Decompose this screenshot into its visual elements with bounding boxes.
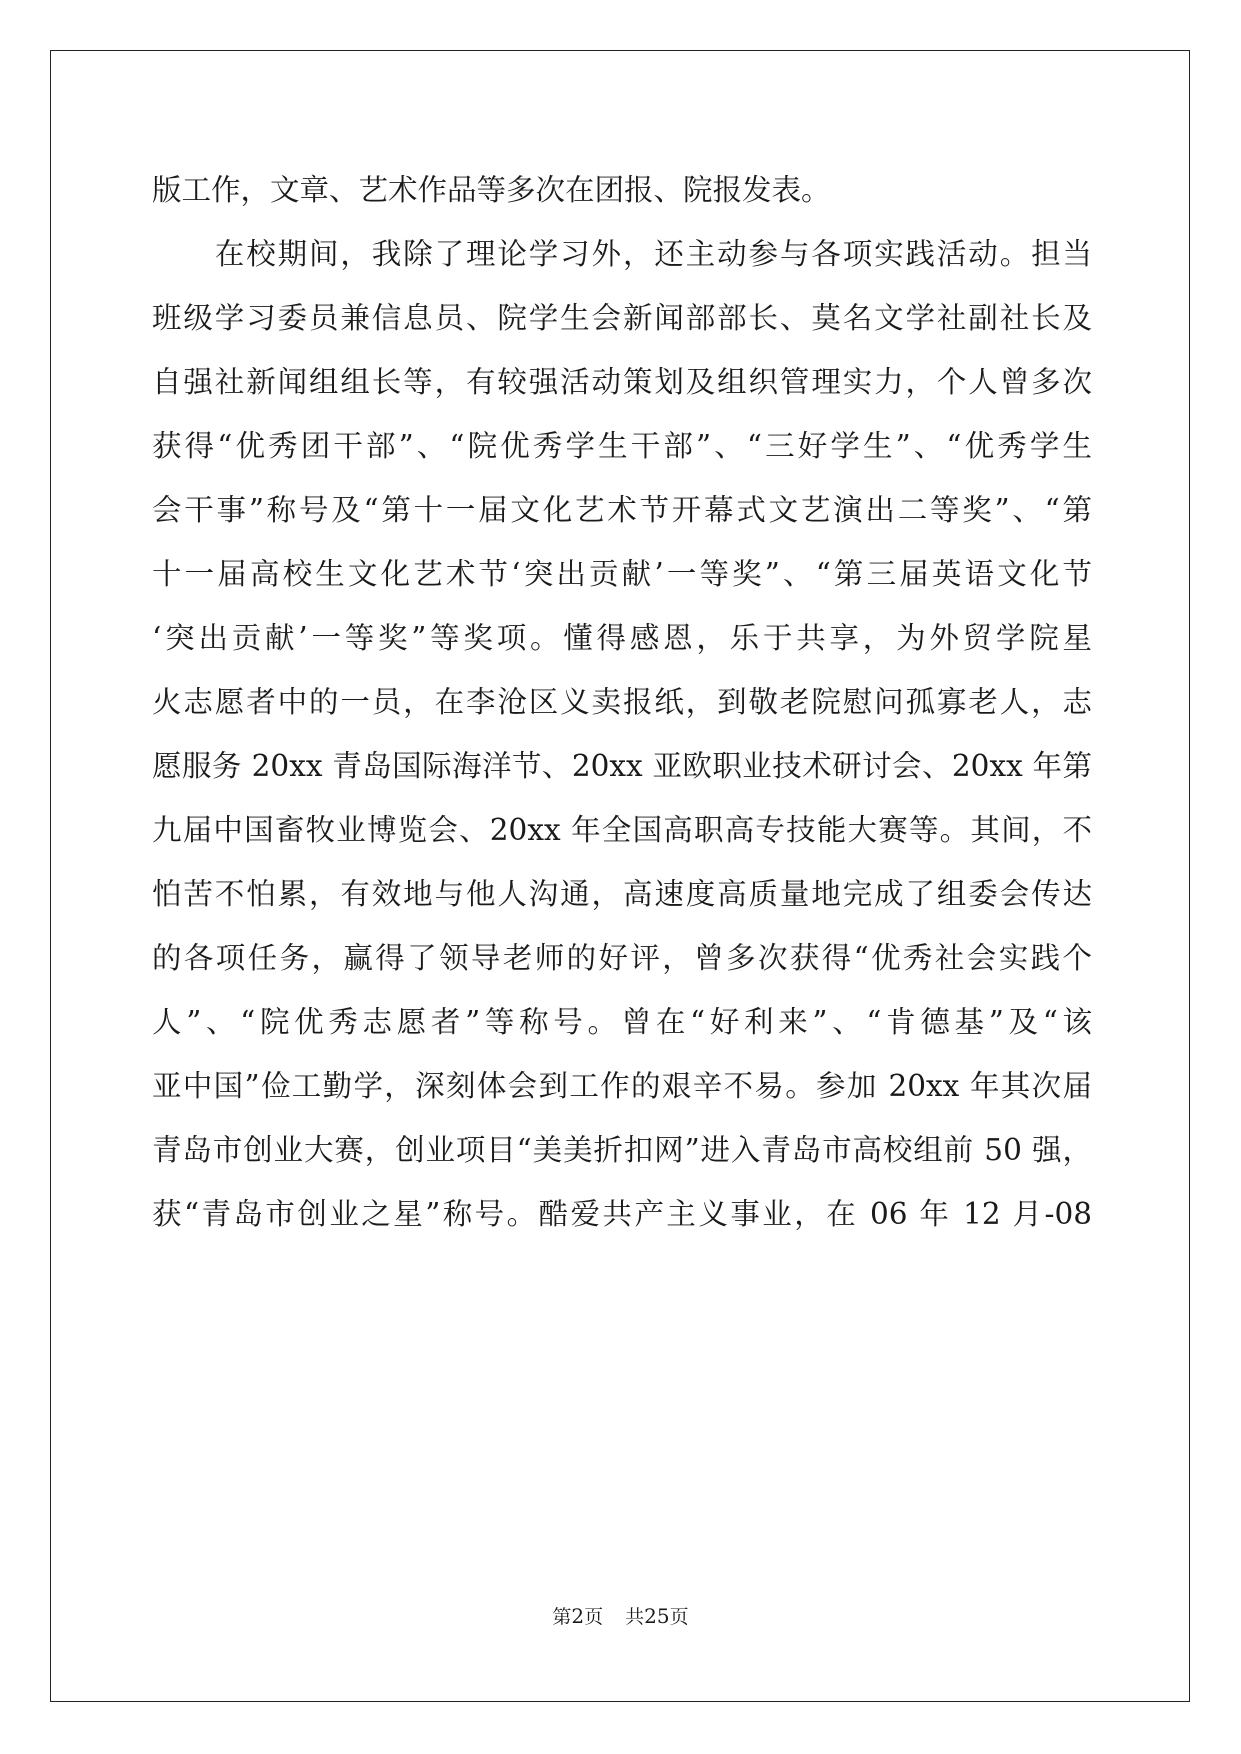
footer-page-number: 2	[571, 1604, 585, 1628]
text-line-9: 火志愿者中的一员，在李沧区义卖报纸，到敬老院慰问孤寡老人，志	[152, 685, 1092, 719]
footer-total-suffix: 页	[669, 1606, 689, 1628]
footer-total-prefix: 共	[625, 1606, 645, 1628]
text-line-12: 怕苦不怕累，有效地与他人沟通，高速度高质量地完成了组委会传达	[152, 877, 1092, 911]
text-line-5: 获得“优秀团干部”、“院优秀学生干部”、“三好学生”、“优秀学生	[152, 429, 1092, 463]
text-line-11: 九届中国畜牧业博览会、20xx 年全国高职高专技能大赛等。其间，不	[152, 813, 1092, 847]
text-line-3: 班级学习委员兼信息员、院学生会新闻部部长、莫名文学社副社长及	[152, 301, 1092, 335]
text-line-1: 版工作，文章、艺术作品等多次在团报、院报发表。	[152, 173, 831, 207]
text-line-6: 会干事”称号及“第十一届文化艺术节开幕式文艺演出二等奖”、“第	[152, 493, 1092, 527]
text-line-4: 自强社新闻组组长等，有较强活动策划及组织管理实力，个人曾多次	[152, 365, 1092, 399]
text-line-7: 十一届高校生文化艺术节‘突出贡献’一等奖”、“第三届英语文化节	[152, 557, 1092, 591]
text-line-17: 获“青岛市创业之星”称号。酷爱共产主义事业，在 06 年 12 月-08	[152, 1197, 1092, 1231]
text-line-14: 人”、“院优秀志愿者”等称号。曾在“好利来”、“肯德基”及“该	[152, 1005, 1092, 1039]
text-line-16: 青岛市创业大赛，创业项目“美美折扣网”进入青岛市高校组前 50 强，	[152, 1133, 1092, 1167]
footer-page-suffix: 页	[584, 1606, 604, 1628]
text-line-8: ‘突出贡献’一等奖”等奖项。懂得感恩，乐于共享，为外贸学院星	[152, 621, 1092, 655]
footer-page-prefix: 第	[552, 1606, 572, 1628]
text-line-10: 愿服务 20xx 青岛国际海洋节、20xx 亚欧职业技术研讨会、20xx 年第	[152, 749, 1092, 783]
text-line-2: 在校期间，我除了理论学习外，还主动参与各项实践活动。担当	[152, 237, 1092, 271]
document-body	[152, 158, 1092, 1246]
page-footer	[0, 1604, 1241, 1629]
text-line-15: 亚中国”俭工勤学，深刻体会到工作的艰辛不易。参加 20xx 年其次届	[152, 1069, 1092, 1103]
footer-total-number: 25	[644, 1604, 670, 1628]
text-line-13: 的各项任务，赢得了领导老师的好评，曾多次获得“优秀社会实践个	[152, 941, 1092, 975]
